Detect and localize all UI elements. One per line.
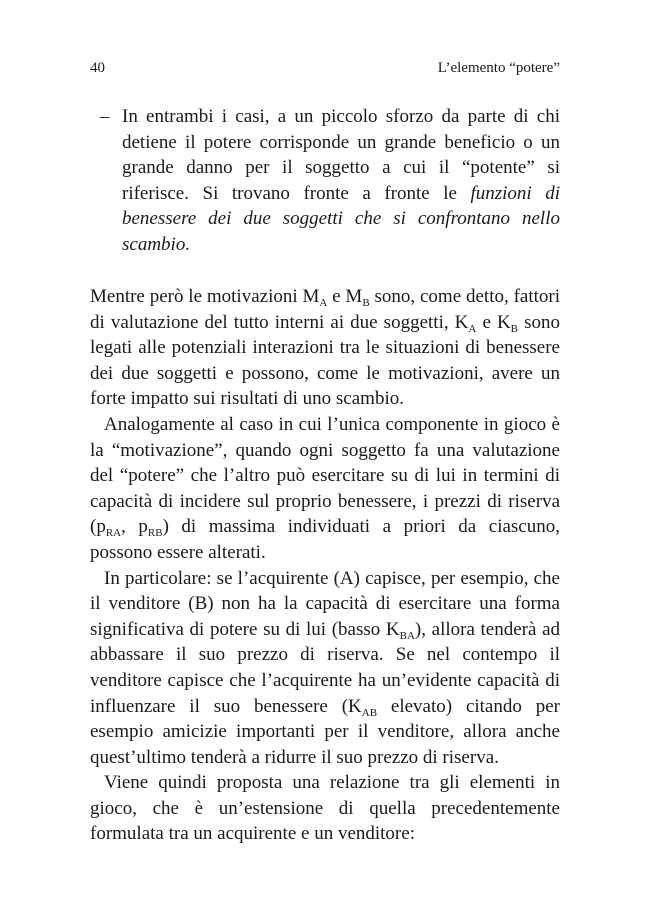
paragraph-1: Mentre però le motivazioni $M_A$ e $M_B$ sono, come detto, fattori di valutazione del tutto interni ai due soggetti, $K_A$ e $K_B$ sono legati alle potenziali interazioni tra le situazioni di benessere dei due soggetti e possono, come le motivazioni, avere un forte impatto sui risultati di uno scambio.	[90, 286, 560, 410]
body-text	[90, 284, 560, 847]
running-title: L’elemento “potere”	[437, 60, 560, 76]
page-header	[90, 60, 560, 80]
bullet-text-italic: funzioni di benessere dei due soggetti che si confrontano nello scambio.	[122, 182, 560, 255]
bullet-item	[90, 104, 560, 258]
bullet-dash: –	[100, 106, 110, 127]
page-number: 40	[90, 60, 105, 76]
paragraph-2: Analogamente al caso in cui l’unica componente in gioco è la “motivazione”, quando ogni soggetto fa una valutazione del “potere” che l’altro può esercitare su di lui in termini di capacità di incidere sul proprio benessere, i prezzi di riserva ($p_{RA}$, $p_{RB}$) di massima individuati a priori da ciascuno, possono essere alterati.	[90, 413, 560, 563]
paragraph-3: In particolare: se l’acquirente (A) capisce, per esempio, che il venditore (B) non ha la capacità di esercitare una forma significativa di potere su di lui (basso $K_{BA}$), allora tenderà ad abbassare il suo prezzo di riserva. Se nel contempo il venditore capisce che l’acquirente ha un’evidente capacità di influenzare il suo benessere ($K_{AB}$ elevato) citando per esempio amicizie importanti per il venditore, allora anche quest’ultimo tenderà a ridurre il suo prezzo di riserva.	[90, 567, 561, 768]
bullet-text-roman: In entrambi i casi, a un piccolo sforzo da parte di chi detiene il potere corrisponde un grande beneficio o un grande danno per il soggetto a cui il “potente” si riferisce. Si trovano fronte a fronte le	[122, 106, 560, 204]
bullet-text	[122, 104, 560, 258]
paragraph-4: Viene quindi proposta una relazione tra gli elementi in gioco, che è un’estensione di quella precedentemente formulata tra un acquirente e un venditore:	[90, 772, 560, 845]
